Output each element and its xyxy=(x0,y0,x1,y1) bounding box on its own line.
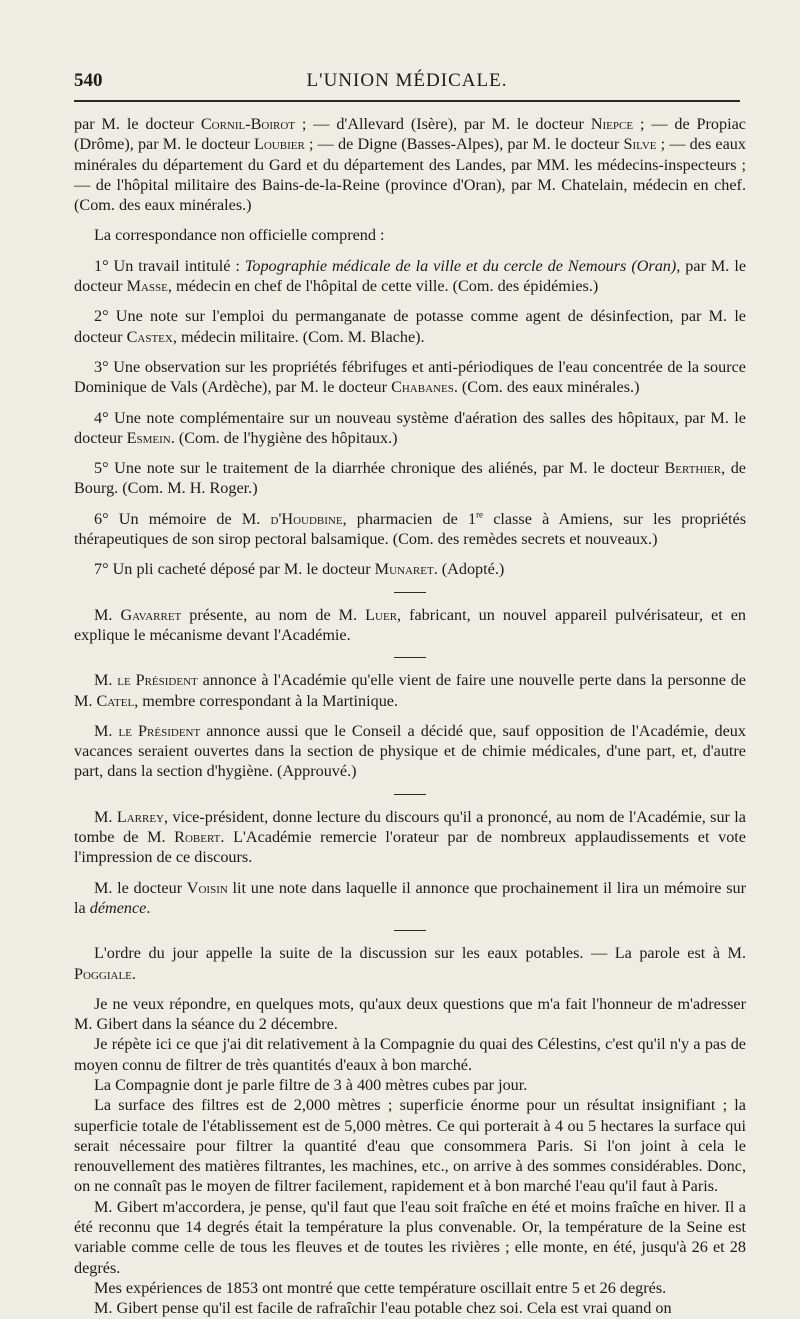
paragraph-president-loss xyxy=(74,670,746,711)
work-title: Topographie médicale de la ville et du cercle de Nemours (Oran), xyxy=(244,256,681,275)
text: 4° Une note complémentaire sur un nouveau système d'aération des salles des hôpitaux, par M. le docteur xyxy=(74,408,746,447)
text: . xyxy=(146,898,151,917)
person-name: Robert xyxy=(174,828,221,847)
person-name: Silve xyxy=(623,135,657,154)
text: M. xyxy=(94,605,121,624)
text: M. xyxy=(94,721,119,740)
superscript: re xyxy=(476,509,484,520)
person-name: Poggiale xyxy=(74,964,132,983)
text: L'ordre du jour appelle la suite de la discussion sur les eaux potables. — La parole est à M. xyxy=(94,944,746,963)
text: . xyxy=(131,964,136,983)
text: , pharmacien de 1 xyxy=(342,509,477,528)
text: 5° Une note sur le traitement de la diarrhée chronique des aliénés, par M. le docteur xyxy=(94,459,665,478)
text: . (Adopté.) xyxy=(433,560,505,579)
paragraph-item-7 xyxy=(74,559,746,579)
person-name: Chabanes xyxy=(391,378,454,397)
person-name: Niepce xyxy=(590,115,634,133)
person-name: Castex xyxy=(126,327,173,346)
person-name: Gavarret xyxy=(120,605,182,624)
person-name: Berthier xyxy=(664,459,722,478)
person-name: Voisin xyxy=(186,878,228,897)
text: M. xyxy=(94,807,117,826)
person-name: Luer xyxy=(365,605,398,624)
text: classe à Amiens, sur les propriétés thérapeutiques de son sirop pectoral balsamique. (Com. des remèdes secrets et nouveaux.) xyxy=(74,509,747,549)
text: 3° Une observation sur les propriétés fébrifuges et anti-périodiques de l'eau concentrée de la source Dominique de Vals (Ardèche), par M. le docteur xyxy=(74,357,746,397)
paragraph-item-3 xyxy=(74,357,746,398)
page-header xyxy=(74,70,740,102)
text: , vice-président, donne lecture du discours qu'il a prononcé, au nom de l'Académie, sur la tombe de M. xyxy=(74,807,746,847)
text: 7° Un pli cacheté déposé par M. le docteur xyxy=(94,560,375,579)
text: 2° Une note sur l'emploi du permanganate de potasse comme agent de désinfection, par M. le docteur xyxy=(74,307,746,346)
person-name: Masse xyxy=(126,277,168,296)
person-name: d'Houdbine xyxy=(270,509,343,528)
section-separator xyxy=(394,657,426,658)
article-body xyxy=(74,114,746,1319)
text: M. le docteur xyxy=(94,878,187,897)
paragraph-poggiale-4: La surface des filtres est de 2,000 mètres ; superficie énorme pour un résultat insignifiant ; la superficie totale de l'établissement est de 5,000 mètres. Ce qui porterait à 4 ou 5 hectares la surface qui serait nécessaire pour filtrer la quantité d'eau que consommera Paris. Si l'on joint à cela le renouvellement des matières filtrantes, les machines, etc., on arrive à des sommes considérables. Donc, on ne connaît pas le moyen de filtrer facilement, rapidement et à bon marché l'eau qu'il faut à Paris. xyxy=(74,1096,746,1196)
text: , fabricant, un nouvel appareil pulvérisateur, et en explique le mécanisme devant l'Académie. xyxy=(74,605,746,644)
italic-term: démence xyxy=(89,898,147,917)
text: . (Com. des eaux minérales.) xyxy=(453,378,640,397)
person-name: Munaret xyxy=(374,560,434,579)
text: , médecin militaire. (Com. M. Blache). xyxy=(172,327,425,346)
text: ; — de Propiac (Drôme), par M. le docteur xyxy=(74,115,746,154)
paragraph-poggiale-1: Je ne veux répondre, en quelques mots, qu'aux deux questions que m'a fait l'honneur de m'adresser M. Gibert dans la séance du 2 décembre. xyxy=(74,994,746,1034)
section-separator xyxy=(394,794,426,795)
person-name: Loubier xyxy=(253,135,305,154)
paragraph-order-of-day xyxy=(74,943,746,984)
person-name: Larrey xyxy=(116,807,164,826)
text: . (Com. de l'hygiène des hôpitaux.) xyxy=(170,428,398,447)
text: . L'Académie remercie l'orateur par de nombreux applaudissements et vote l'impression de ce discours. xyxy=(74,828,746,867)
paragraph-item-2 xyxy=(74,306,746,347)
paragraph-gavarret xyxy=(74,605,746,646)
text: ; — de Digne (Basses-Alpes), par M. le docteur xyxy=(304,135,624,154)
text: M. xyxy=(94,671,118,690)
paragraph-item-6 xyxy=(74,509,746,550)
paragraph-poggiale-3: La Compagnie dont je parle filtre de 3 à 400 mètres cubes par jour. xyxy=(94,1075,528,1094)
person-name: Cornil-Boirot xyxy=(200,115,296,133)
text: , médecin en chef de l'hôpital de cette ville. (Com. des épidémies.) xyxy=(167,277,599,296)
text: par M. le docteur xyxy=(74,115,201,133)
paragraph-poggiale-6: Mes expériences de 1853 ont montré que cette température oscillait entre 5 et 26 degrés. xyxy=(94,1278,667,1297)
paragraph-poggiale-2: Je répète ici ce que j'ai dit relativement à la Compagnie du quai des Célestins, c'est qu'il n'y a pas de moyen connu de filtrer de très quantités d'eaux à bon marché. xyxy=(74,1035,746,1074)
paragraph-item-1 xyxy=(74,256,746,297)
text: ; — d'Allevard (Isère), par M. le docteur xyxy=(295,115,591,133)
person-name: le Président xyxy=(118,721,201,740)
paragraph-voisin xyxy=(74,878,746,919)
person-name: Esmein xyxy=(126,428,171,447)
page-number: 540 xyxy=(74,70,103,91)
text: ; — des eaux minérales du département du Gard et du département des Landes, par MM. les médecins-inspecteurs ; — de l'hôpital militaire des Bains-de-la-Reine (province d'Oran), par M. Chatelain, médecin en chef. (Com. des eaux minérales.) xyxy=(74,135,746,215)
text: annonce aussi que le Conseil a décidé que, sauf opposition de l'Académie, deux vacances seraient ouvertes dans la section de physique et de chimie médicales, d'une part, et, d'autre part, dans la section d'hygiène. (Approuvé.) xyxy=(74,721,746,781)
text: 6° Un mémoire de M. xyxy=(94,509,271,528)
text: par M. le docteur xyxy=(74,256,746,296)
section-separator xyxy=(394,930,426,931)
person-name: Catel xyxy=(96,691,135,710)
text: , de Bourg. (Com. M. H. Roger.) xyxy=(74,459,746,498)
text: , membre correspondant à la Martinique. xyxy=(134,691,399,710)
paragraph-item-5 xyxy=(74,458,746,499)
running-title: L'UNION MÉDICALE. xyxy=(306,70,508,91)
paragraph-correspondence-heading: La correspondance non officielle comprend : xyxy=(94,226,385,245)
text: 1° Un travail intitulé : xyxy=(94,256,245,275)
text: présente, au nom de M. xyxy=(181,605,366,624)
text: lit une note dans laquelle il annonce que prochainement il lira un mémoire sur la xyxy=(74,878,746,917)
paragraph-president-vacancies xyxy=(74,721,746,782)
paragraph-larrey xyxy=(74,807,746,868)
paragraph-poggiale-5: M. Gibert m'accordera, je pense, qu'il faut que l'eau soit fraîche en été et moins fraîche en hiver. Il a été reconnu que 14 degrés était la température la plus convenable. Or, la température de la Seine est variable comme celle de tous les fleuves et de toutes les rivières ; elle monte, en été, jusqu'à 26 et 28 degrés. xyxy=(74,1197,746,1277)
paragraph-item-4 xyxy=(74,408,746,449)
section-separator xyxy=(394,592,426,593)
paragraph-poggiale-7: M. Gibert pense qu'il est facile de rafraîchir l'eau potable chez soi. Cela est vrai quand on xyxy=(94,1299,672,1318)
person-name: le Président xyxy=(117,671,198,690)
text: annonce à l'Académie qu'elle vient de faire une nouvelle perte dans la personne de M. xyxy=(74,671,746,710)
paragraph-mineral-waters-list xyxy=(74,114,746,215)
